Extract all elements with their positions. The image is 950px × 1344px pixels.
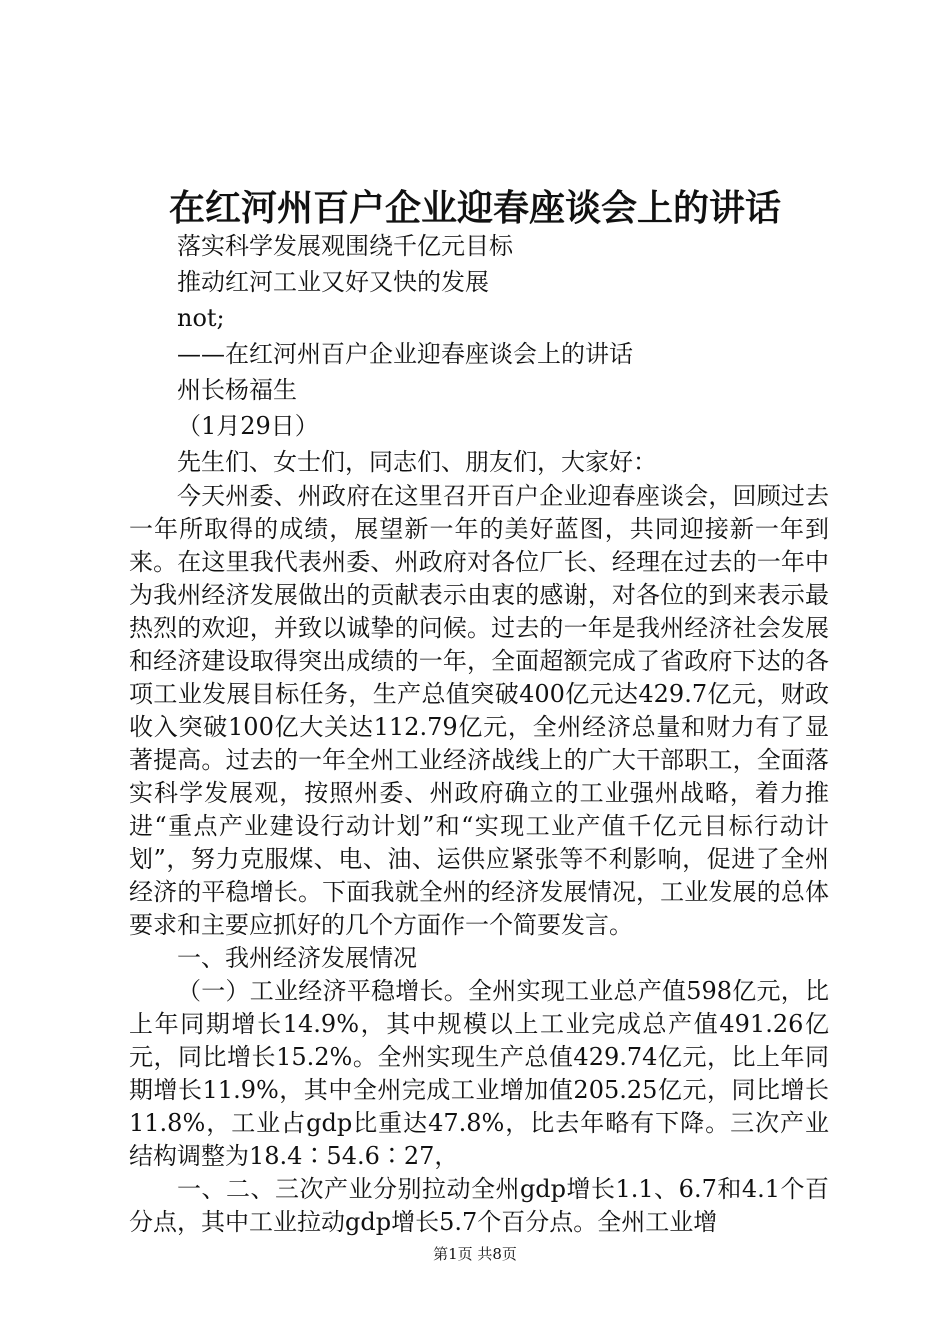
greeting-line: 先生们、女士们，同志们、朋友们，大家好：: [177, 448, 657, 476]
document-title: 在红河州百户企业迎春座谈会上的讲话: [168, 187, 781, 229]
speaker-line: 州长杨福生: [177, 376, 297, 404]
document-body: [129, 228, 829, 1239]
page-footer: 第1页 共8页: [433, 1245, 517, 1263]
subtitle-line: ——在红河州百户企业迎春座谈会上的讲话: [177, 340, 633, 368]
section-heading: 一、我州经济发展情况: [177, 944, 417, 972]
subtitle-line: 推动红河工业又好又快的发展: [177, 268, 489, 296]
body-paragraph: （一）工业经济平稳增长。全州实现工业总产值598亿元，比上年同期增长14.9%，其中规模以上工业完成总产值491.26亿元，同比增长15.2%。全州实现生产总值429.74亿元，比上年同期增长11.9%，其中全州完成工业增加值205.25亿元，同比增长11.8%，工业占gdp比重达47.8%，比去年略有下降。三次产业结构调整为18.4∶54.6∶27，: [129, 977, 829, 1170]
subtitle-line: not;: [177, 304, 225, 332]
body-paragraph: 一、二、三次产业分别拉动全州gdp增长1.1、6.7和4.1个百分点，其中工业拉动gdp增长5.7个百分点。全州工业增: [129, 1175, 829, 1236]
subtitle-line: 落实科学发展观围绕千亿元目标: [177, 232, 513, 260]
date-line: （1月29日）: [177, 412, 319, 440]
body-paragraph: 今天州委、州政府在这里召开百户企业迎春座谈会，回顾过去一年所取得的成绩，展望新一年的美好蓝图，共同迎接新一年到来。在这里我代表州委、州政府对各位厂长、经理在过去的一年中为我州经济发展做出的贡献表示由衷的感谢，对各位的到来表示最热烈的欢迎，并致以诚挚的问候。过去的一年是我州经济社会发展和经济建设取得突出成绩的一年，全面超额完成了省政府下达的各项工业发展目标任务，生产总值突破400亿元达429.7亿元，财政收入突破100亿大关达112.79亿元，全州经济总量和财力有了显著提高。过去的一年全州工业经济战线上的广大干部职工，全面落实科学发展观，按照州委、州政府确立的工业强州战略，着力推进“重点产业建设行动计划”和“实现工业产值千亿元目标行动计划”，努力克服煤、电、油、运供应紧张等不利影响，促进了全州经济的平稳增长。下面我就全州的经济发展情况，工业发展的总体要求和主要应抓好的几个方面作一个简要发言。: [129, 482, 829, 939]
